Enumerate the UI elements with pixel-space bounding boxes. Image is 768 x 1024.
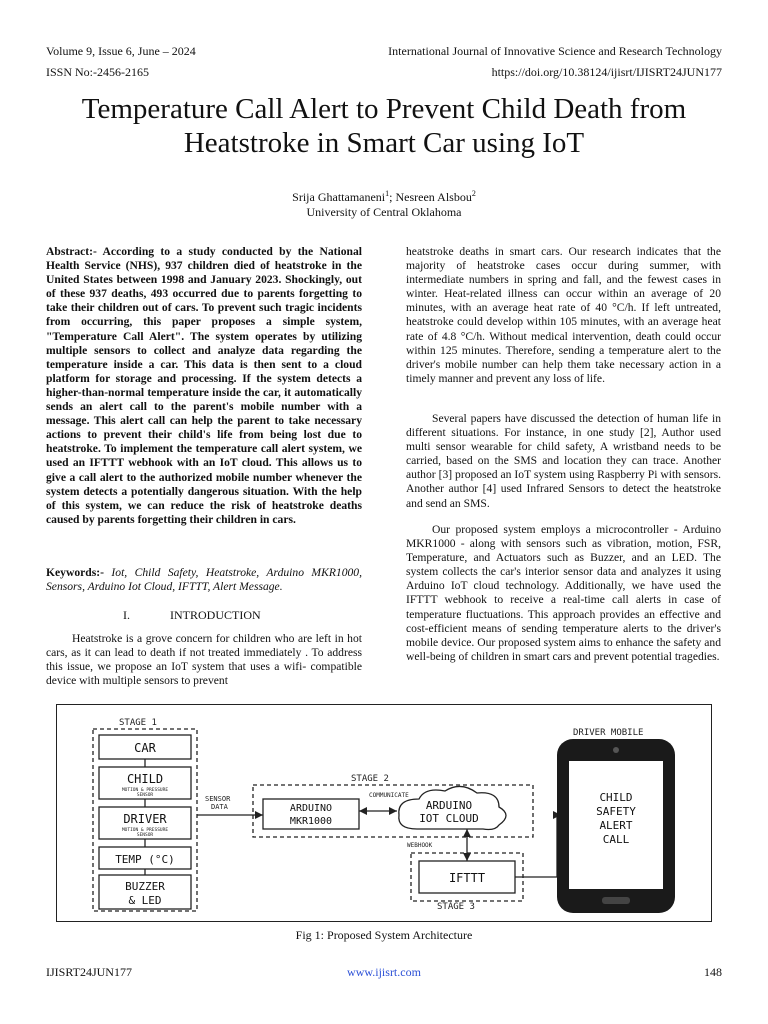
child-sub-1: MOTION & PRESSURE <box>121 788 169 793</box>
title-line-2: Heatstroke in Smart Car using IoT <box>183 127 585 159</box>
cloud-label-1: ARDUINO <box>425 799 473 812</box>
cloud-label-2: IOT CLOUD <box>419 812 479 825</box>
author-separator: ; <box>389 190 396 204</box>
stage3-label: STAGE 3 <box>437 902 475 912</box>
driver-sub-1: MOTION & PRESSURE <box>121 828 169 833</box>
abstract: Abstract:- According to a study conducted by the National Health Service (NHS), 937 children died of heatstroke in the United States between 1998 and January 2023. Shockingly, out of these 937 deaths, 493 occurred due to parents forgetting to take their children out of cars. To prevent such tragic incidents from occurring, this paper proposes a simple system, "Temperature Call Alert". The system operates by utilizing multiple sensors to collect and analyze data regarding the temperature inside a car. This data is then sent to a cloud platform for storage and processing. If the system detects a higher-than-normal temperature inside the car, it automatically sends an alert call to the parent's mobile number with a message. This alert call can help the parent to take necessary actions to prevent their child's life from being lost due to heatstroke. To implement the temperature call alert system, we used an IFTTT webhook with an IoT cloud. This allows us to give a call alert to the authorized mobile number whenever the system detects a potentially dangerous situation. With the help of this system, we can reduce the risk of heatstroke deaths caused by parents forgetting their children in cars. <box>46 245 362 526</box>
sensor-data-label-2: DATA <box>211 803 228 811</box>
alert-line-2: SAFETY <box>596 805 636 818</box>
ifttt-label: IFTTT <box>448 871 486 885</box>
paper-title <box>40 92 728 160</box>
led-label: & LED <box>128 894 162 907</box>
driver-sub-2: SENSOR <box>136 833 154 838</box>
arduino-label-2: MKR1000 <box>289 816 333 827</box>
issn: ISSN No:-2456-2165 <box>46 65 150 79</box>
footer-site-link[interactable]: www.ijisrt.com <box>347 965 421 979</box>
author-1: Srija Ghattamaneni <box>292 190 386 204</box>
page-number: 148 <box>704 965 722 979</box>
buzzer-label: BUZZER <box>125 880 165 893</box>
communicate-label: COMMUNICATE <box>369 792 409 799</box>
stage2-label: STAGE 2 <box>351 774 389 784</box>
intro-paragraph: Heatstroke is a grove concern for children who are left in hot cars, as it can lead to death if not treated immediately . To address this issue, we propose an IoT system that uses a wifi- compatible device with multiple sensors to prevent <box>46 632 362 688</box>
keywords-label: Keywords:- <box>46 566 104 579</box>
arduino-label-1: ARDUINO <box>289 803 333 814</box>
keywords-list: Iot, Child Safety, Heatstroke, Arduino MKR1000, Sensors, Arduino Iot Cloud, IFTTT, Alert Message. <box>46 566 362 594</box>
doi-link[interactable]: https://doi.org/10.38124/ijisrt/IJISRT24JUN177 <box>491 65 722 79</box>
system-architecture-figure <box>56 704 712 922</box>
keywords <box>46 566 362 594</box>
temp-label: TEMP (°C) <box>115 853 175 866</box>
volume-info: Volume 9, Issue 6, June – 2024 <box>46 44 196 58</box>
car-label: CAR <box>134 741 156 755</box>
section-number: I. <box>123 608 130 622</box>
child-label: CHILD <box>126 772 164 786</box>
alert-line-1: CHILD <box>599 791 633 804</box>
right-paragraph-2: Several papers have discussed the detection of human life in different situations. For instance, in one study [2], Author used multi sensor wearable for child safety, A wristband needs to be carried, based on the SMS and location they can trace. Another author [3] proposed an IoT system using Raspberry Pi with sensors. Another author [4] used Infrared Sensors to detect the heatstroke and send an SMS. <box>406 412 721 510</box>
figure-caption: Fig 1: Proposed System Architecture <box>295 928 473 942</box>
journal-name: International Journal of Innovative Science and Research Technology <box>388 44 722 58</box>
stage1-label: STAGE 1 <box>119 718 157 728</box>
affiliation: University of Central Oklahoma <box>306 205 462 219</box>
author-2-superscript: 2 <box>471 189 476 198</box>
alert-line-4: CALL <box>602 833 630 846</box>
right-paragraph-3: Our proposed system employs a microcontroller - Arduino MKR1000 - along with sensors such as vibration, motion, FSR, Temperature, and Actuators such as Buzzer, and an LED. The system collects the car's interior sensor data and analyzes it using Arduino IoT cloud technology. Additionally, we have used the IFTTT webhook to receive a real-time call alerts in case of temperature fluctuations. This approach provides an effective and cost-efficient means of sending temperature alerts to the driver's mobile device. Our proposed system aims to enhance the safety and well-being of children in smart cars and prevent potential tragedies. <box>406 523 721 663</box>
author-line <box>0 186 768 205</box>
webhook-label: WEBHOOK <box>407 842 433 849</box>
right-paragraph-1: heatstroke deaths in smart cars. Our research indicates that the majority of heatstroke cases occur during summer, with intermediate numbers in spring and fall, and the fewest cases in winter. Heat-related illness can occur within an average of 20 minutes, with an average heat rate of 40 °C/h. If left untreated, heatstroke could develop within 105 minutes, with an average heat rate of 4.8 °C/h. Without medical intervention, death could occur within 125 minutes. Therefore, sending a temperature alert to the driver's mobile number can help them take necessary action in a timely manner and prevent any loss of life. <box>406 245 721 385</box>
author-1-superscript: 1 <box>385 189 390 198</box>
child-sub-2: SENSOR <box>136 793 154 798</box>
driver-label: DRIVER <box>123 812 167 826</box>
architecture-diagram <box>57 705 711 921</box>
driver-mobile-label: DRIVER MOBILE <box>573 728 644 738</box>
section-title: INTRODUCTION <box>170 608 261 622</box>
sensor-data-label-1: SENSOR <box>205 795 231 803</box>
author-2: Nesreen Alsbou <box>395 190 472 204</box>
authors-block <box>0 186 768 220</box>
title-line-1: Temperature Call Alert to Prevent Child Death from <box>81 93 687 125</box>
alert-line-3: ALERT <box>599 819 633 832</box>
footer-code: IJISRT24JUN177 <box>46 965 132 979</box>
